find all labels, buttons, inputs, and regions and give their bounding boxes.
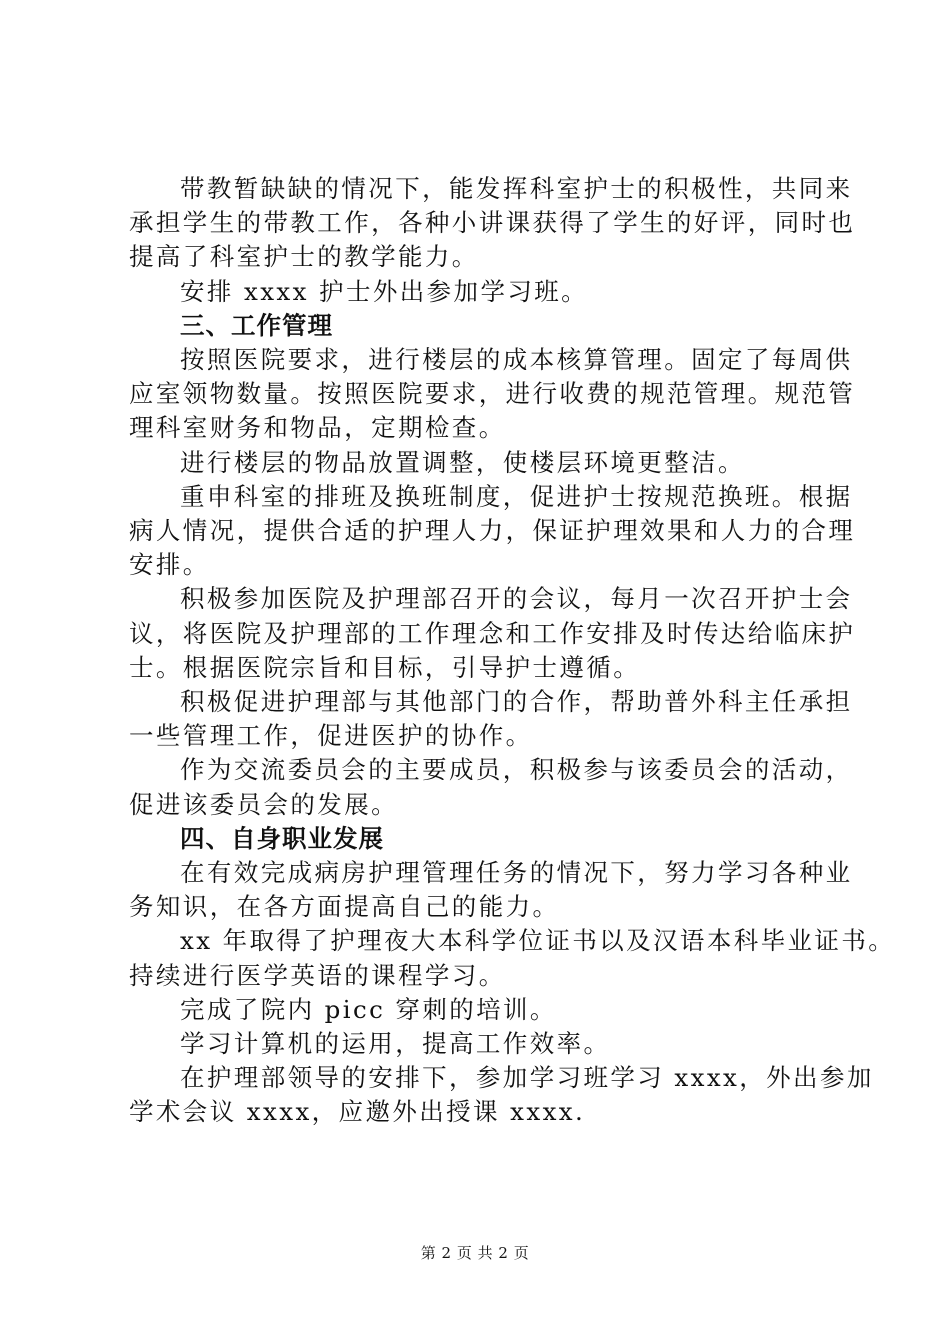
- paragraph-line: 积极参加医院及护理部召开的会议，每月一次召开护士会: [180, 584, 853, 614]
- paragraph-line: 务知识，在各方面提高自己的能力。: [129, 892, 560, 922]
- paragraph-line: 作为交流委员会的主要成员，积极参与该委员会的活动，: [180, 755, 853, 785]
- paragraph-line: 提高了科室护士的教学能力。: [129, 242, 479, 272]
- section-heading-work-management: 三、工作管理: [180, 310, 333, 340]
- paragraph-line: 重申科室的排班及换班制度，促进护士按规范换班。根据: [180, 481, 853, 511]
- paragraph-line: 安排 xxxx 护士外出参加学习班。: [180, 276, 589, 306]
- paragraph-line: 一些管理工作，促进医护的协作。: [129, 721, 533, 751]
- paragraph-line: 学术会议 xxxx，应邀外出授课 xxxx.: [129, 1097, 586, 1127]
- paragraph-line: 促进该委员会的发展。: [129, 789, 398, 819]
- paragraph-line: 在有效完成病房护理管理任务的情况下，努力学习各种业: [180, 858, 853, 888]
- paragraph-line: 持续进行医学英语的课程学习。: [129, 960, 506, 990]
- paragraph-line: 士。根据医院宗旨和目标，引导护士遵循。: [129, 652, 641, 682]
- paragraph-line: 承担学生的带教工作，各种小讲课获得了学生的好评，同时也: [129, 208, 856, 238]
- paragraph-line: 按照医院要求，进行楼层的成本核算管理。固定了每周供: [180, 345, 853, 375]
- paragraph-line: 议，将医院及护理部的工作理念和工作安排及时传达给临床护: [129, 618, 856, 648]
- paragraph-line: 理科室财务和物品，定期检查。: [129, 413, 506, 443]
- paragraph-line: 积极促进护理部与其他部门的合作，帮助普外科主任承担: [180, 687, 853, 717]
- paragraph-line: 在护理部领导的安排下，参加学习班学习 xxxx，外出参加: [180, 1063, 874, 1093]
- page-number-footer: 第 2 页 共 2 页: [420, 1244, 530, 1262]
- paragraph-line: 安排。: [129, 550, 210, 580]
- paragraph-line: 学习计算机的运用，提高工作效率。: [180, 1029, 611, 1059]
- paragraph-line: 病人情况，提供合适的护理人力，保证护理效果和人力的合理: [129, 516, 856, 546]
- paragraph-line: 进行楼层的物品放置调整，使楼层环境更整洁。: [180, 447, 745, 477]
- paragraph-line: 带教暂缺缺的情况下，能发挥科室护士的积极性，共同来: [180, 174, 853, 203]
- document-body: [129, 172, 896, 1130]
- paragraph-line: 应室领物数量。按照医院要求，进行收费的规范管理。规范管: [129, 379, 856, 409]
- paragraph-line: xx 年取得了护理夜大本科学位证书以及汉语本科毕业证书。: [180, 926, 896, 956]
- paragraph-line: 完成了院内 picc 穿刺的培训。: [180, 994, 557, 1024]
- section-heading-career-development: 四、自身职业发展: [180, 823, 384, 853]
